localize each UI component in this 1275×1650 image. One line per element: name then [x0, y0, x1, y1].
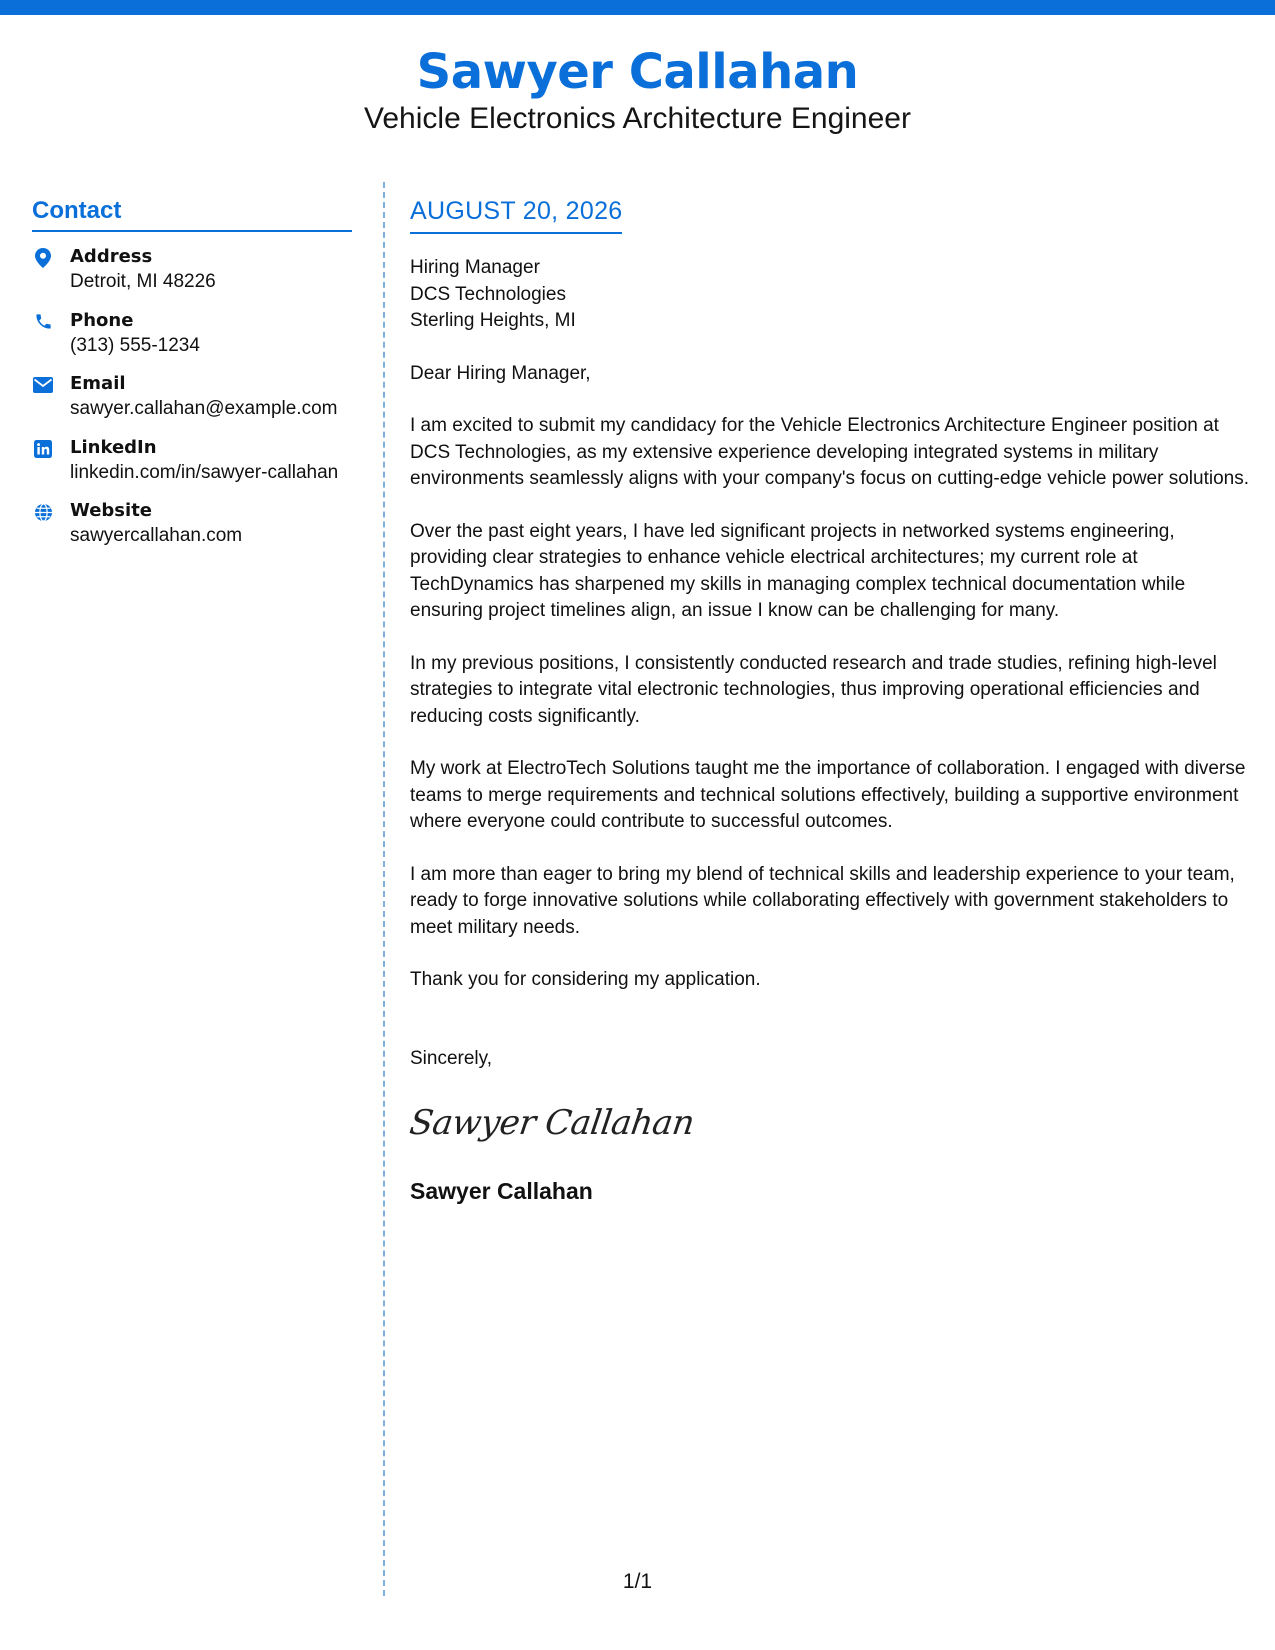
contact-label: Email	[70, 373, 126, 394]
letter-date: AUGUST 20, 2026	[410, 196, 622, 234]
signed-name: Sawyer Callahan	[410, 1178, 593, 1204]
contact-item-website	[32, 498, 352, 562]
column-divider	[383, 182, 385, 1596]
recipient-block	[410, 255, 1255, 335]
address-value: Detroit, MI 48226	[70, 271, 216, 292]
contact-heading: Contact	[32, 196, 352, 232]
closing: Sincerely,	[410, 1047, 493, 1069]
recipient-line: DCS Technologies	[410, 283, 566, 305]
applicant-name: Sawyer Callahan	[416, 44, 859, 100]
contact-item-phone	[32, 308, 352, 372]
envelope-icon	[32, 374, 54, 396]
recipient-line: Sterling Heights, MI	[410, 310, 576, 331]
body-paragraph: I am excited to submit my candidacy for the Vehicle Electronics Architecture Engineer position at DCS Technologies, as my extensive experience developing integrated systems in military environments seamlessly aligns with your company's focus on cutting-edge vehicle power solutions.	[410, 415, 1249, 489]
salutation: Dear Hiring Manager,	[410, 362, 591, 384]
contact-list	[32, 244, 352, 562]
body-paragraph: Over the past eight years, I have led significant projects in networked systems engineering, providing clear strategies to enhance vehicle electrical architectures; my current role at TechDynamics has sharpened my skills in managing complex technical documentation while ensuring project timelines align, an issue I know can be challenging for many.	[410, 520, 1186, 621]
body-paragraph: My work at ElectroTech Solutions taught me the importance of collaboration. I engaged with diverse teams to merge requirements and technical solutions effectively, building a supportive environment where everyone could contribute to successful outcomes.	[410, 758, 1246, 832]
recipient-line: Hiring Manager	[410, 257, 540, 278]
contact-sidebar	[32, 196, 352, 562]
phone-icon	[32, 311, 54, 333]
signature-glyphs: Sawyer Callahan	[407, 1103, 697, 1143]
phone-value: (313) 555-1234	[70, 334, 200, 356]
body-paragraph: I am more than eager to bring my blend of technical skills and leadership experience to your team, ready to forge innovative solutions while collaborating effectively with government stakeholders to meet military needs.	[410, 863, 1235, 938]
globe-icon	[32, 501, 54, 523]
page-number: 1/1	[622, 1570, 653, 1593]
handwritten-signature	[407, 1094, 1255, 1154]
website-value[interactable]: sawyercallahan.com	[70, 525, 243, 546]
contact-label: LinkedIn	[70, 436, 157, 458]
contact-item-linkedin	[32, 435, 352, 499]
linkedin-icon	[32, 438, 54, 460]
email-value[interactable]: sawyer.callahan@example.com	[70, 398, 338, 419]
contact-label: Address	[70, 246, 153, 267]
body-paragraph: In my previous positions, I consistently conducted research and trade studies, refining high-level strategies to integrate vital electronic technologies, thus improving operational efficiencies and reducing costs significantly.	[410, 652, 1217, 727]
contact-item-address	[32, 244, 352, 308]
letter-header	[0, 40, 1275, 138]
location-pin-icon	[32, 247, 54, 269]
contact-item-email	[32, 371, 352, 435]
letter-body	[407, 196, 1255, 1206]
body-paragraph: Thank you for considering my application.	[410, 969, 761, 990]
job-title: Vehicle Electronics Architecture Engineer	[364, 102, 911, 135]
contact-label: Website	[70, 500, 153, 521]
contact-label: Phone	[70, 309, 134, 331]
top-accent-bar	[0, 0, 1275, 15]
linkedin-value[interactable]: linkedin.com/in/sawyer-callahan	[70, 461, 339, 483]
